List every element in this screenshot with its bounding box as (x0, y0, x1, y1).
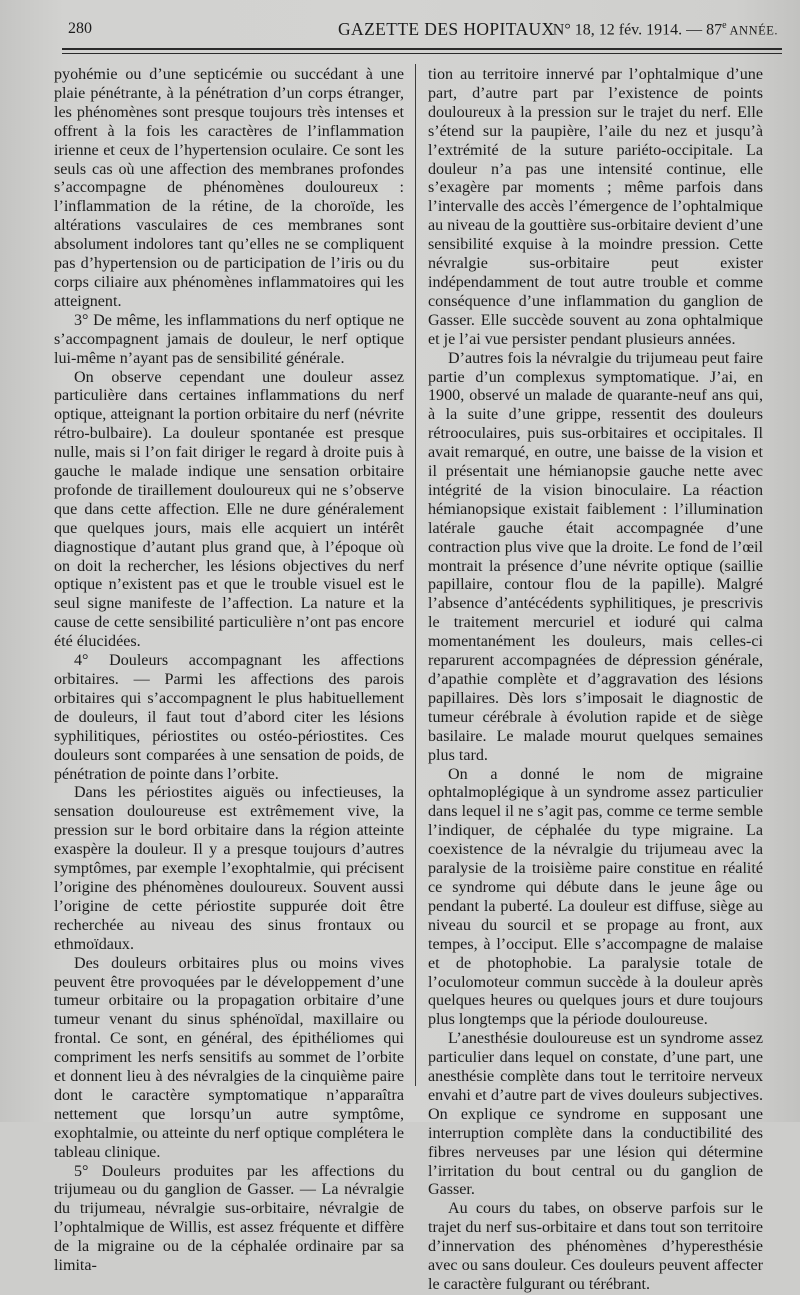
left-column (54, 66, 404, 1276)
page-number: 280 (68, 20, 92, 37)
paragraph: Au cours du tabes, on observe parfois sur le trajet du nerf sus-orbitaire et dans tout son territoire d’innervation des phénomènes d’hyperesthésie avec ou sans douleur. Ces douleurs peuvent affecter le caractère fulgurant ou térébrant. (428, 1200, 763, 1293)
header-rule-thick (62, 48, 782, 50)
column-divider (415, 64, 416, 1086)
paragraph: 4° Douleurs accompagnant les affections orbitaires. — Parmi les affections des parois orbitaires qui s’accompagnent le plus habituellement de douleurs, il faut tout d’abord citer les lésions syphilitiques, périostites ou ostéo-périostites. Ces douleurs sont comparées à une sensation de poids, de pénétration de pointe dans l’orbite. (54, 652, 404, 783)
paragraph: pyohémie ou d’une septicémie ou succédant à une plaie pénétrante, à la pénétration d’un corps étranger, les phénomènes sont presque toujours très intenses et offrent à la fois les caractères de l’inflammation irienne et ceux de l’hypertension oculaire. Ce sont les seuls cas où une affection des membranes profondes s’accompagne de phénomènes douloureux : l’inflammation de la rétine, de la choroïde, les altérations vasculaires de ces membranes sont absolument indolores tant qu’elles ne se compliquent pas d’hypertension ou de participation de l’iris ou du corps ciliaire aux phénomènes inflammatoires qui les atteignent. (54, 66, 404, 310)
paragraph: On a donné le nom de migraine ophtalmoplégique à un syndrome assez particulier dans lequel il ne s’agit pas, comme ce terme semble l’indiquer, de céphalée du type migraine. La coexistence de la névralgie du trijumeau avec la paralysie de la troisième paire constitue en réalité ce syndrome qui débute dans le jeune âge ou pendant la puberté. La douleur est diffuse, siège au niveau du sourcil et se propage au front, aux tempes, à l’occiput. Elle s’accompagne de malaise et de photophobie. La paralysie totale de l’oculomoteur commun succède à la douleur après quelques heures ou quelques jours et dure toujours plus longtemps que la période douloureuse. (428, 765, 763, 1029)
running-header (62, 18, 782, 44)
header-rule-thin (62, 53, 782, 54)
paragraph: D’autres fois la névralgie du trijumeau peut faire partie d’un complexus symptomatique. J’ai, en 1900, observé un malade de quarante-neuf ans qui, à la suite d’une grippe, ressentit des douleurs rétrooculaires, puis sus-orbitaires et occipitales. Il avait remarqué, en outre, une baisse de la vision et il présentait une hémianopsie gauche nette avec intégrité de la vision binoculaire. La réaction hémianopsique existait faiblement : l’illumination latérale gauche était accompagnée d’une contraction plus vive que la droite. Le fond de l’œil montrait la présence d’une névrite optique (saillie papillaire, contour flou de la papille). Malgré l’absence d’antécédents syphilitiques, je prescrivis le traitement mercuriel et ioduré qui calma momentanément les douleurs, mais celles-ci reparurent accompagnées de dépression générale, d’apathie complète et d’aggravation des lésions papillaires. Dès lors s’imposait le diagnostic de tumeur cérébrale à évolution rapide et de siège basilaire. Le malade mourut quelques semaines plus tard. (428, 349, 763, 764)
paragraph: Des douleurs orbitaires plus ou moins vives peuvent être provoquées par le développement d’une tumeur orbitaire ou la propagation orbitaire d’une tumeur venant du sinus sphénoïdal, maxillaire ou frontal. Ce sont, en général, des épithéliomes qui compriment les nerfs sensitifs au sommet de l’orbite et donnent lieu à des névralgies de la cinquième paire dont le caractère symptomatique n’apparaîtra nettement que lorsqu’un autre symptôme, exophtalmie, ou atteinte du nerf optique complétera le tableau clinique. (54, 954, 404, 1161)
paragraph: On observe cependant une douleur assez particulière dans certaines inflammations du nerf optique, atteignant la portion orbitaire du nerf (névrite rétro-bulbaire). La douleur spontanée est presque nulle, mais si l’on fait diriger le regard à droite puis à gauche le malade indique une sensation orbitaire profonde de tiraillement douloureux qui ne s’observe que dans cette affection. Elle ne dure généralement que quelques jours, mais elle acquiert un intérêt diagnostique d’autant plus grand que, à l’époque où on doit la rechercher, les lésions objectives du nerf optique n’existent pas et que le trouble visuel est le seul signe manifeste de l’affection. La nature et la cause de cette sensibilité particulière n’ont pas encore été élucidées. (54, 368, 404, 651)
paragraph: Dans les périostites aiguës ou infectieuses, la sensation douloureuse est extrêmement vive, la pression sur le bord orbitaire dans la région atteinte exaspère la douleur. Il y a presque toujours d’autres symptômes, par exemple l’exophtalmie, qui précisent l’origine des phénomènes douloureux. Souvent aussi l’origine de cette périostite suppurée doit être recherchée au niveau des sinus frontaux ou ethmoïdaux. (54, 784, 404, 953)
paragraph: L’anesthésie douloureuse est un syndrome assez particulier dans lequel on constate, d’une part, une anesthésie complète dans tout le territoire nerveux envahi et d’autre part de vives douleurs subjectives. On explique ce syndrome en supposant une interruption complète dans la conductibilité des fibres nerveuses par une lésion qui détermine l’irritation du bout central ou du ganglion de Gasser. (428, 1030, 763, 1199)
issue-info: N° 18, 12 fév. 1914. — 87e ANNÉE. (552, 20, 778, 39)
paragraph: tion au territoire innervé par l’ophtalmique d’une part, d’autre part par l’existence de points douloureux à la pression sur le trajet du nerf. Elle s’étend sur la paupière, l’aile du nez et jusqu’à l’extrémité de la suture pariéto-occipitale. La douleur n’a pas une intensité continue, elle s’exagère par moments ; même parfois dans l’intervalle des accès l’émergence de l’ophtalmique au niveau de la gouttière sus-orbitaire devient d’une sensibilité exquise à la moindre pression. Cette névralgie sus-orbitaire peut exister indépendamment de tout autre trouble et comme conséquence d’une inflammation du ganglion de Gasser. Elle succède souvent au zona ophtalmique et je l’ai vue persister pendant plusieurs années. (428, 66, 763, 348)
right-column (428, 66, 763, 1295)
paragraph: 5° Douleurs produites par les affections du trijumeau ou du ganglion de Gasser. — La névralgie du trijumeau, névralgie sus-orbitaire, névralgie de l’ophtalmique de Willis, est assez fréquente et diffère de la migraine ou de la céphalée ordinaire par sa limita- (54, 1162, 404, 1275)
journal-title: GAZETTE DES HOPITAUX (338, 19, 555, 39)
paragraph: 3° De même, les inflammations du nerf optique ne s’accompagnent jamais de douleur, le nerf optique lui-même n’ayant pas de sensibilité générale. (54, 311, 404, 367)
